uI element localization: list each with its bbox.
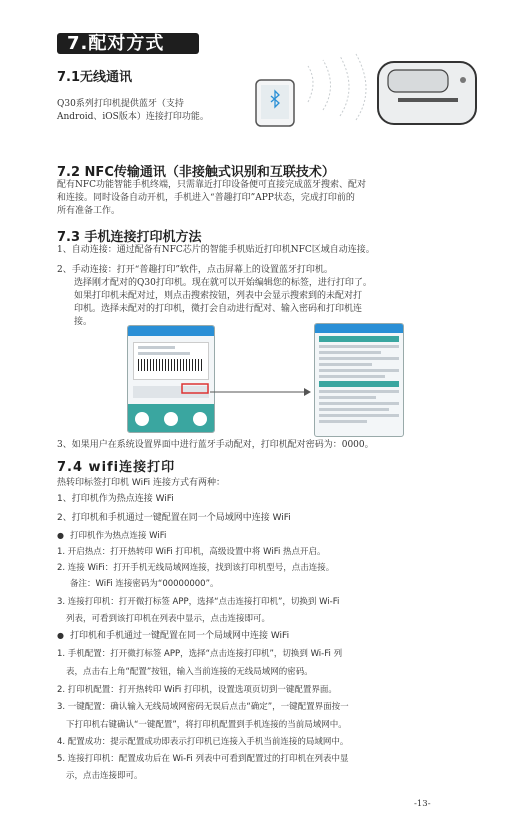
steps2-line7: 5. 连接打印机：配置成功后在 Wi-Fi 列表中可看到配置过的打印机在列表中显 (57, 754, 349, 764)
s71-line1: Q30系列打印机提供蓝牙（支持 (57, 99, 184, 109)
barcode-image (138, 359, 204, 371)
steps1-line5: 列表，可看到该打印机在列表中显示，点击连接即可。 (66, 614, 271, 624)
steps1-line1: 1. 开启热点：打开热转印 WiFi 打印机，高级设置中将 WiFi 热点开启。 (57, 547, 326, 557)
s73-item2-line2: 选择刚才配对的Q30打印机。现在就可以开始编辑您的标签，进行打印了。 (74, 278, 372, 288)
s73-item2-line1: 2、手动连接：打开“普趣打印”软件，点击屏幕上的设置蓝牙打印机。 (57, 265, 333, 275)
s72-line1: 配有NFC功能智能手机终端，只需靠近打印设备便可直接完成蓝牙搜索、配对 (57, 180, 367, 190)
bullet1-text: 打印机作为热点连接 WiFi (69, 531, 167, 541)
steps2-line6: 4. 配置成功：提示配置成功即表示打印机已连接入手机当前连接的局域网中。 (57, 737, 349, 747)
steps1-line2: 2. 连接 WiFi：打开手机无线局域网连接，找到该打印机型号，点击连接。 (57, 563, 335, 573)
heading-7-2: 7.2 NFC传输通讯（非接触式识别和互联技术） (57, 165, 335, 180)
app-icon-2 (164, 412, 178, 426)
steps2-line2: 表，点击右上角“配置”按钮，输入当前连接的无线局域网的密码。 (66, 667, 313, 677)
s74-mode2: 2、打印机和手机通过一键配置在同一个局域网中连接 WiFi (57, 513, 291, 523)
steps2-line5: 下打印机右键确认“一键配置”，将打印机配置到手机连接的当前局域网中。 (66, 720, 347, 730)
s74-intro: 热转印标签打印机 WiFi 连接方式有两种： (57, 478, 225, 488)
s71-line2: Android、iOS版本）连接打印功能。 (57, 112, 209, 122)
bluetooth-illustration (248, 52, 480, 134)
heading-7-3: 7.3 手机连接打印机方法 (57, 230, 202, 245)
section-title: 7.配对方式 (57, 33, 199, 54)
heading-7-1: 7.1无线通讯 (57, 70, 133, 85)
label-preview (133, 342, 209, 380)
app-screenshot-left (127, 325, 215, 433)
steps2-line8: 示，点击连接即可。 (66, 771, 143, 781)
s74-bullet1 (57, 530, 166, 542)
steps2-line1: 1. 手机配置：打开微打标签 APP，选择“点击连接打印机”，切换到 Wi-Fi 列 (57, 649, 343, 659)
arrow-right-icon (180, 382, 312, 402)
s73-item2-line3: 如果打印机未配对过，则点击搜索按钮，列表中会显示搜索到的未配对打 (74, 291, 363, 301)
bullet2-text: 打印机和手机通过一键配置在同一个局域网中连接 WiFi (69, 631, 290, 641)
s73-item1: 1、自动连接：通过配备有NFC芯片的智能手机贴近打印机NFC区域自动连接。 (57, 245, 375, 255)
signal-waves (308, 54, 366, 120)
s73-item2-line5: 接。 (74, 317, 93, 327)
steps2-line3: 2. 打印机配置：打开热转印 WiFi 打印机，设置选项页切到一键配置界面。 (57, 685, 337, 695)
heading-7-4: 7.4 wifi连接打印 (57, 460, 176, 475)
steps2-line4: 3. 一键配置：确认输入无线局域网密码无误后点击“确定”，一键配置界面按一 (57, 702, 349, 712)
s72-line3: 所有准备工作。 (57, 206, 121, 216)
steps1-line4: 3. 连接打印机：打开微打标签 APP，选择“点击连接打印机”，切换到 Wi-Fi (57, 597, 340, 607)
app-icon-1 (135, 412, 149, 426)
printer-image (378, 62, 476, 124)
app-screenshot-right (314, 323, 404, 437)
s73-item3: 3、如果用户在系统设置界面中进行蓝牙手动配对，打印机配对密码为：0000。 (57, 440, 374, 450)
page-number: -13- (414, 799, 431, 809)
s74-mode1: 1、打印机作为热点连接 WiFi (57, 494, 174, 504)
s72-line2: 和连接。同时设备自动开机，手机进入“普趣打印”APP状态，完成打印前的 (57, 193, 355, 203)
s73-item2-line4: 印机。选择未配对的打印机，微打会自动进行配对、输入密码和打印机连 (74, 304, 363, 314)
app-icon-3 (193, 412, 207, 426)
steps1-line3: 备注：WiFi 连接密码为“00000000”。 (70, 579, 219, 589)
s74-bullet2 (57, 630, 289, 642)
